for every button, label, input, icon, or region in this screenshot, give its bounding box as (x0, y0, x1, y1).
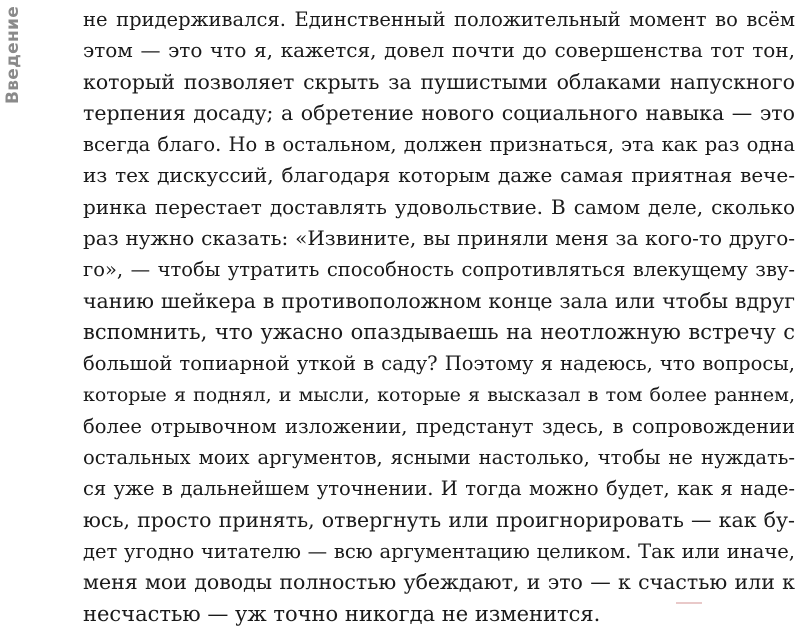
text-line: остальных моих аргументов, ясными настолько, чтобы не нуждать- (83, 446, 795, 470)
text-line: дет угодно читателю — всю аргументацию целиком. Так или иначе, (83, 540, 795, 564)
text-line: всегда благо. Но в остальном, должен признаться, эта как раз одна (83, 133, 795, 157)
text-line: этом — это что я, кажется, довел почти до совершенства тот тон, (83, 38, 795, 63)
text-line: юсь, просто принять, отвергнуть или проигнорировать — как бу- (83, 507, 795, 532)
text-line: ся уже в дальнейшем уточнении. И тогда можно будет, как я наде- (83, 477, 795, 501)
text-line: го», — чтобы утратить способность сопротивляться влекущему зву- (83, 258, 795, 282)
text-line: меня мои доводы полностью убеждают, и это — к счастью или к (83, 570, 795, 595)
text-line: ринка перестает доставлять удовольствие. В самом деле, сколько (83, 194, 795, 219)
text-line: раз нужно сказать: «Извините, вы приняли меня за кого-то друго- (83, 226, 795, 251)
text-line: большой топиарной уткой в саду? Поэтому я надеюсь, что вопросы, (83, 352, 795, 376)
body-text (83, 0, 795, 630)
page-edge-mark (676, 602, 702, 604)
section-side-tab-label: Введение (3, 5, 23, 105)
text-line: терпения досаду; а обретение нового социального навыка — это (83, 100, 795, 125)
text-line: чанию шейкера в противоположном конце зала или чтобы вдруг (83, 288, 795, 313)
text-line: не придерживался. Единственный положительный момент во всём (83, 8, 795, 31)
text-line: вспомнить, что ужасно опаздываешь на неотложную встречу с (83, 319, 795, 344)
text-line: более отрывочном изложении, предстанут здесь, в сопровождении (83, 414, 795, 438)
text-line: из тех дискуссий, благодаря которым даже самая приятная вече- (83, 163, 795, 188)
section-side-tab (0, 0, 26, 110)
text-line-last: несчастью — уж точно никогда не изменится. (83, 601, 601, 626)
text-line: которые я поднял, и мысли, которые я высказал в том более раннем, (83, 383, 795, 406)
text-line: который позволяет скрыть за пушистыми облаками напускного (83, 69, 795, 94)
